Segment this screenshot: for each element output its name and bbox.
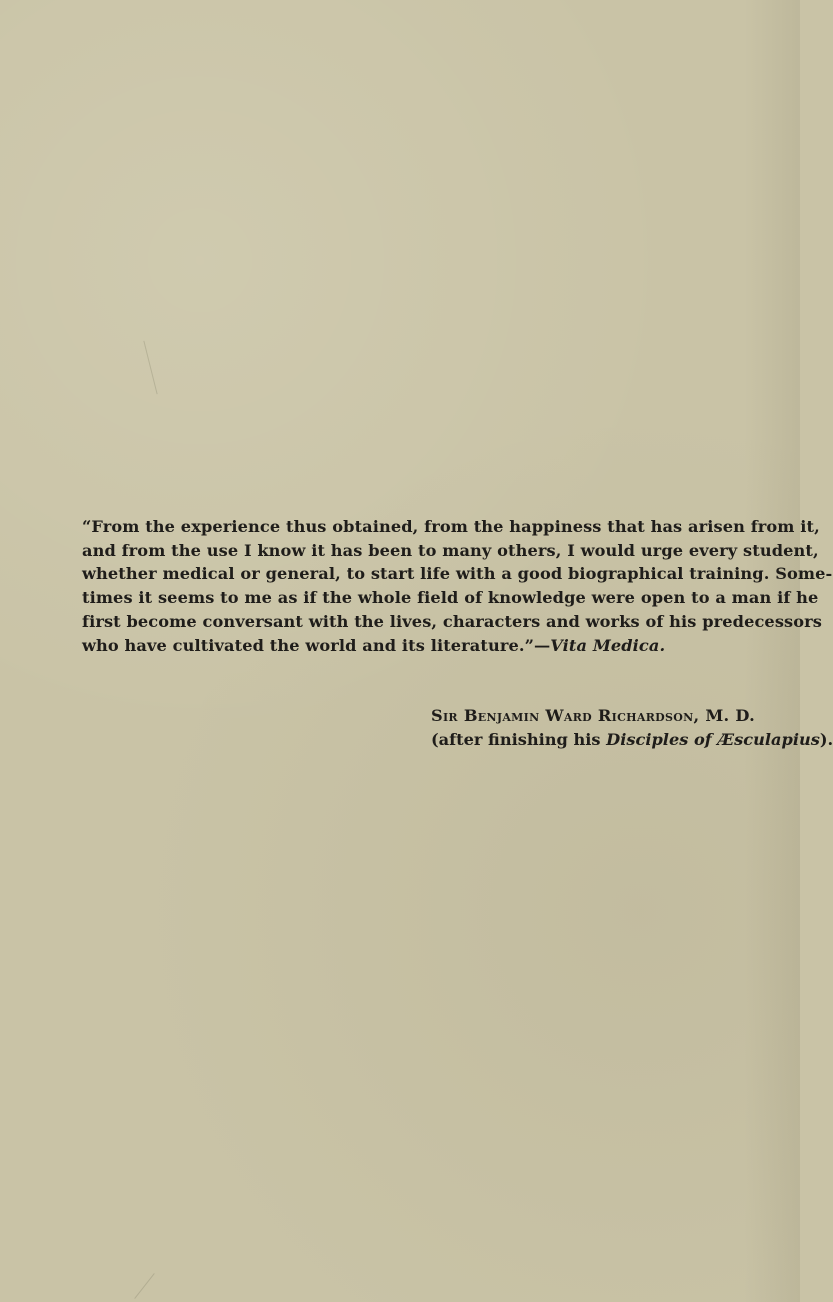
- quote-line-5: first become conversant with the lives, characters and works of his predecessors: [82, 611, 823, 631]
- quote-line-4: times it seems to me as if the whole field of knowledge were open to a man if he: [82, 588, 819, 608]
- quote-source-title: Vita Medica.: [550, 635, 666, 655]
- quote-line-1: “From the experience thus obtained, from the happiness that has arisen from it,: [82, 517, 820, 536]
- quote-block: [82, 515, 833, 657]
- paper-crease-bottom: [134, 1273, 154, 1299]
- attribution-note: [431, 728, 833, 752]
- attribution-note-suffix: ).: [819, 729, 833, 749]
- quote-last-line-text: who have cultivated the world and its literature.”—: [82, 635, 551, 655]
- attribution-note-prefix: (after finishing his: [431, 729, 607, 749]
- attribution-note-work: Disciples of Æsculapius: [606, 729, 820, 749]
- quote-line-6: [82, 634, 755, 658]
- quote-line-2: and from the use I know it has been to many others, I would urge every student,: [82, 540, 819, 560]
- attribution: [431, 704, 833, 751]
- paper-crease-left: [143, 341, 157, 395]
- quote-line-3: whether medical or general, to start life with a good biographical training. Some-: [82, 564, 833, 584]
- author-name: Sir Benjamin Ward Richardson, M. D.: [431, 706, 756, 725]
